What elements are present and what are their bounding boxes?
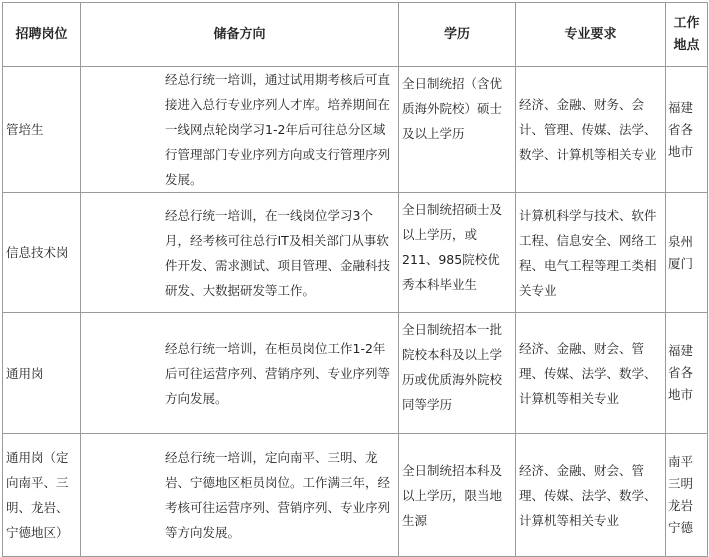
cell-education: 全日制统招本科及以上学历，限当地生源 <box>399 434 516 557</box>
cell-position: 信息技术岗 <box>3 193 81 313</box>
table-row <box>3 313 708 434</box>
cell-position: 通用岗（定向南平、三明、龙岩、宁德地区） <box>3 434 81 557</box>
cell-direction: 经总行统一培训，通过试用期考核后可直接进入总行专业序列人才库。培养期间在一线网点轮岗学习1-2年后可往总分区域行管理部门专业序列方向或支行管理序列发展。 <box>81 67 399 193</box>
cell-education: 全日制统招（含优质海外院校）硕士及以上学历 <box>399 67 516 193</box>
table-row <box>3 67 708 193</box>
cell-position: 管培生 <box>3 67 81 193</box>
header-education: 学历 <box>399 3 516 67</box>
cell-location: 泉州厦门 <box>666 193 708 313</box>
cell-education: 全日制统招硕士及以上学历，或211、985院校优秀本科毕业生 <box>399 193 516 313</box>
table-row <box>3 434 708 557</box>
cell-location: 福建省各地市 <box>666 313 708 434</box>
cell-major: 经济、金融、财会、管理、传媒、法学、数学、计算机等相关专业 <box>516 313 666 434</box>
header-row <box>3 3 708 67</box>
cell-education: 全日制统招本一批院校本科及以上学历或优质海外院校同等学历 <box>399 313 516 434</box>
header-direction: 储备方向 <box>81 3 399 67</box>
cell-direction: 经总行统一培训，在柜员岗位工作1-2年后可往运营序列、营销序列、专业序列等方向发展。 <box>81 313 399 434</box>
cell-direction: 经总行统一培训，定向南平、三明、龙岩、宁德地区柜员岗位。工作满三年，经考核可往运营序列、营销序列、专业序列等方向发展。 <box>81 434 399 557</box>
header-location: 工作地点 <box>666 3 708 67</box>
cell-position: 通用岗 <box>3 313 81 434</box>
cell-major: 经济、金融、财务、会计、管理、传媒、法学、数学、计算机等相关专业 <box>516 67 666 193</box>
cell-location: 南平三明龙岩宁德 <box>666 434 708 557</box>
cell-major: 经济、金融、财会、管理、传媒、法学、数学、计算机等相关专业 <box>516 434 666 557</box>
cell-location: 福建省各地市 <box>666 67 708 193</box>
header-major: 专业要求 <box>516 3 666 67</box>
recruitment-table <box>2 2 708 557</box>
cell-direction: 经总行统一培训，在一线岗位学习3个月，经考核可往总行IT及相关部门从事软件开发、需求测试、项目管理、金融科技研发、大数据研发等工作。 <box>81 193 399 313</box>
table-row <box>3 193 708 313</box>
header-position: 招聘岗位 <box>3 3 81 67</box>
cell-major: 计算机科学与技术、软件工程、信息安全、网络工程、电气工程等理工类相关专业 <box>516 193 666 313</box>
